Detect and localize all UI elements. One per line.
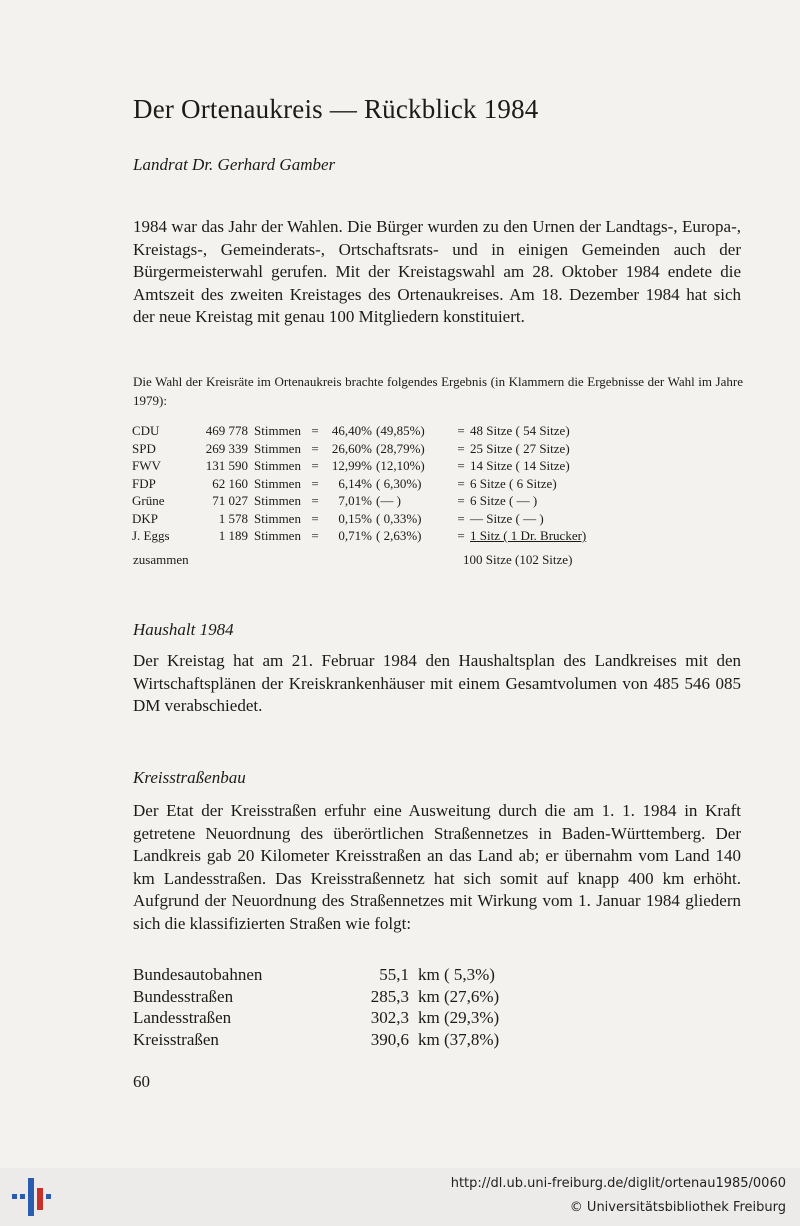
seats-cell: 6 Sitze ( 6 Sitze) <box>470 475 557 491</box>
party-cell: FDP <box>132 475 156 491</box>
party-cell: J. Eggs <box>132 528 170 543</box>
road-row <box>130 964 502 986</box>
ub-freiburg-logo-icon[interactable] <box>8 1174 58 1220</box>
page-title: Der Ortenaukreis — Rückblick 1984 <box>133 94 539 124</box>
percent-cell: 26,60% <box>331 440 372 456</box>
equals-cell: = <box>457 493 465 508</box>
equals-cell: = <box>457 510 465 526</box>
roads-paragraph: Der Etat der Kreisstraßen erfuhr eine Ausweitung durch die am 1. 1. 1984 in Kraft getretene Neuordnung des überörtlichen Straßennetzes in Baden-Württemberg. Der Landkreis gab 20 Kilometer Kreisstraßen an das Land ab; er übernahm vom Land 140 km Landesstraßen. Das Kreisstraßennetz hat sich somit auf knapp 400 km erhöht. Aufgrund der Neuordnung des Straßennetzes mit Wirkung vom 1. Januar 1984 gliedern sich die klassifizierten Straßen wie folgt: <box>133 801 741 933</box>
heading-roads: Kreisstraßenbau <box>133 768 246 787</box>
election-row <box>130 510 588 528</box>
author-line: Landrat Dr. Gerhard Gamber <box>133 155 336 174</box>
election-intro: Die Wahl der Kreisräte im Ortenaukreis brachte folgendes Ergebnis (in Klammern die Ergebnisse der Wahl im Jahre 1979): <box>133 374 743 408</box>
seats-cell: — Sitze ( — ) <box>470 510 544 526</box>
votes-word-cell: Stimmen <box>254 510 301 526</box>
percent-cell: 0,15% <box>338 510 372 526</box>
equals-cell: = <box>457 440 465 456</box>
road-share-cell: km (37,8%) <box>418 1029 500 1049</box>
road-km-cell: 302,3 <box>370 1008 409 1027</box>
party-cell: Grüne <box>132 493 165 508</box>
total-label: zusammen <box>133 552 189 567</box>
heading-budget: Haushalt 1984 <box>133 620 234 639</box>
percent-cell: 7,01% <box>338 493 372 508</box>
road-name-cell: Bundesstraßen <box>133 986 234 1006</box>
equals-cell: = <box>457 528 465 543</box>
previous-percent-cell: (12,10%) <box>376 458 425 473</box>
previous-percent-cell: ( 0,33%) <box>376 510 422 526</box>
votes-word-cell: Stimmen <box>254 493 301 508</box>
votes-word-cell: Stimmen <box>254 528 301 543</box>
votes-word-cell: Stimmen <box>254 440 301 456</box>
road-row <box>130 986 502 1008</box>
votes-cell: 469 778 <box>205 423 248 438</box>
equals-cell: = <box>311 458 319 473</box>
road-name-cell: Kreisstraßen <box>133 1029 219 1049</box>
party-cell: FWV <box>132 458 161 473</box>
equals-cell: = <box>457 475 465 491</box>
previous-percent-cell: (— ) <box>376 493 401 508</box>
road-km-cell: 285,3 <box>370 986 409 1006</box>
votes-word-cell: Stimmen <box>254 475 301 491</box>
previous-percent-cell: (49,85%) <box>376 423 425 438</box>
equals-cell: = <box>311 510 319 526</box>
votes-cell: 71 027 <box>212 493 248 508</box>
previous-percent-cell: (28,79%) <box>376 440 425 456</box>
copyright-text: © Universitätsbibliothek Freiburg <box>569 1200 786 1215</box>
equals-cell: = <box>311 493 319 508</box>
previous-percent-cell: ( 6,30%) <box>376 475 422 491</box>
election-row <box>130 422 588 440</box>
road-row <box>130 1029 502 1051</box>
page-number: 60 <box>133 1072 150 1091</box>
election-row <box>130 475 588 493</box>
percent-cell: 12,99% <box>331 458 372 473</box>
road-row <box>130 1007 502 1029</box>
seats-cell: 1 Sitz ( 1 Dr. Brucker) <box>470 528 587 543</box>
road-share-cell: km (29,3%) <box>418 1008 500 1027</box>
budget-paragraph: Der Kreistag hat am 21. Februar 1984 den Haushaltsplan des Landkreises mit den Wirtschaftsplänen der Kreiskrankenhäuser mit einem Gesamtvolumen von 485 546 085 DM verabschiedet. <box>133 651 741 715</box>
votes-cell: 269 339 <box>205 440 248 456</box>
road-km-cell: 55,1 <box>379 965 409 984</box>
equals-cell: = <box>311 528 319 543</box>
election-row <box>130 527 588 545</box>
equals-cell: = <box>457 458 465 473</box>
previous-percent-cell: ( 2,63%) <box>376 528 422 543</box>
votes-word-cell: Stimmen <box>254 458 301 473</box>
votes-cell: 62 160 <box>212 475 248 491</box>
party-cell: DKP <box>132 510 159 526</box>
election-row <box>130 457 588 475</box>
equals-cell: = <box>311 423 319 438</box>
seats-cell: 14 Sitze ( 14 Sitze) <box>470 458 570 473</box>
seats-cell: 48 Sitze ( 54 Sitze) <box>470 423 570 438</box>
party-cell: CDU <box>132 423 160 438</box>
equals-cell: = <box>311 475 319 491</box>
percent-cell: 0,71% <box>338 528 372 543</box>
road-share-cell: km ( 5,3%) <box>418 965 495 984</box>
intro-paragraph: 1984 war das Jahr der Wahlen. Die Bürger wurden zu den Urnen der Landtags-, Europa-, Kreistags-, Gemeinderats-, Ortschaftsrats- und in einigen Gemeinden auch der Bürgermeisterwahl gerufen. Mit der Kreistagswahl am 28. Oktober 1984 endete die Amtszeit des zweiten Kreistages des Ortenaukreises. Am 18. Dezember 1984 hat sich der neue Kreistag mit genau 100 Mitgliedern konstituiert. <box>133 217 741 326</box>
equals-cell: = <box>457 423 465 438</box>
road-km-cell: 390,6 <box>370 1029 409 1049</box>
source-url-link[interactable]: http://dl.ub.uni-freiburg.de/diglit/ortenau1985/0060 <box>450 1176 786 1191</box>
election-row <box>130 492 588 510</box>
votes-cell: 1 189 <box>218 528 248 543</box>
party-cell: SPD <box>132 440 156 456</box>
road-name-cell: Bundesautobahnen <box>133 965 263 984</box>
votes-word-cell: Stimmen <box>254 423 301 438</box>
election-results-table <box>130 422 588 545</box>
votes-cell: 131 590 <box>205 458 248 473</box>
seats-cell: 25 Sitze ( 27 Sitze) <box>470 440 570 456</box>
equals-cell: = <box>311 440 319 456</box>
total-value: 100 Sitze (102 Sitze) <box>463 552 573 567</box>
roads-table <box>130 964 502 1050</box>
percent-cell: 6,14% <box>338 475 372 491</box>
election-row <box>130 440 588 458</box>
percent-cell: 46,40% <box>331 423 372 438</box>
road-name-cell: Landesstraßen <box>133 1008 232 1027</box>
footer-bar <box>0 1168 800 1226</box>
seats-cell: 6 Sitze ( — ) <box>470 493 538 508</box>
road-share-cell: km (27,6%) <box>418 986 500 1006</box>
votes-cell: 1 578 <box>218 510 248 526</box>
